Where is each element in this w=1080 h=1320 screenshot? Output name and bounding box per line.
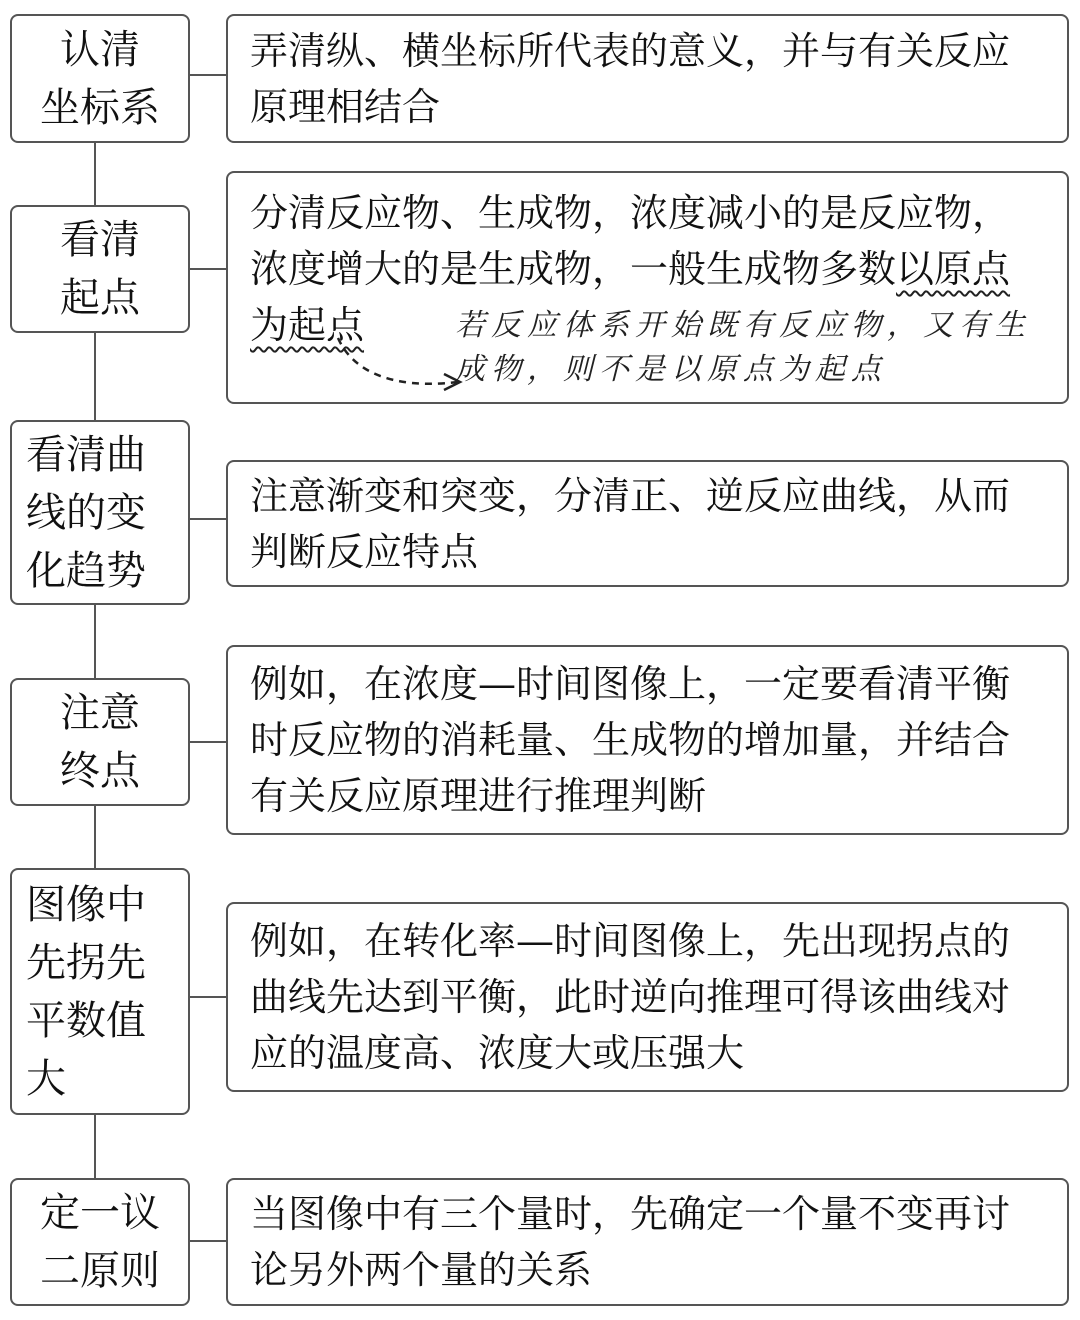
desc-box-coordinate-system [226, 14, 1069, 143]
spine-segment-2 [94, 333, 96, 420]
desc-box-end-point [226, 645, 1069, 835]
step-box-fix-one [10, 1178, 190, 1306]
desc-text-first-turn: 例如，在转化率—时间图像上，先出现拐点的曲线先达到平衡，此时逆向推理可得该曲线对应的温度高、浓度大或压强大 [250, 919, 1011, 1075]
step-box-end-point [10, 678, 190, 806]
connector-1 [190, 74, 228, 76]
desc-text-curve-trend: 注意渐变和突变，分清正、逆反应曲线，从而判断反应特点 [250, 473, 1011, 574]
dashed-arrow-icon [330, 330, 470, 400]
step-label-starting-point: 看清 起点 [60, 217, 140, 321]
desc-text-end-point: 例如，在浓度—时间图像上，一定要看清平衡时反应物的消耗量、生成物的增加量，并结合有关反应原理进行推理判断 [250, 662, 1011, 818]
desc-text-coordinate-system: 弄清纵、横坐标所代表的意义，并与有关反应原理相结合 [250, 28, 1011, 129]
connector-4 [190, 741, 228, 743]
spine-segment-5 [94, 1115, 96, 1178]
step-box-curve-trend [10, 420, 190, 605]
desc-text-fix-one: 当图像中有三个量时，先确定一个量不变再讨论另外两个量的关系 [250, 1192, 1011, 1292]
desc-emphasis-origin: 以原点为起点 [250, 247, 1011, 347]
step-box-first-turn [10, 868, 190, 1115]
desc-main-starting-point: 分清反应物、生成物，浓度减小的是反应物，浓度增大的是生成物，一般生成物多数 [250, 191, 1011, 291]
spine-segment-3 [94, 605, 96, 678]
desc-box-curve-trend [226, 460, 1069, 587]
spine-segment-4 [94, 806, 96, 868]
step-box-coordinate-system [10, 14, 190, 143]
step-label-first-turn: 图像中 先拐先 平数值 大 [26, 881, 146, 1102]
spine-segment-1 [94, 143, 96, 205]
step-label-curve-trend: 看清曲 线的变 化趋势 [26, 431, 146, 594]
desc-box-fix-one [226, 1178, 1069, 1306]
connector-6 [190, 1240, 228, 1242]
connector-2 [190, 268, 228, 270]
handwritten-note: 若反应体系开始既有反应物，又有生成物，则不是以原点为起点 [455, 308, 1031, 387]
step-label-end-point: 注意 终点 [60, 690, 140, 794]
connector-3 [190, 518, 228, 520]
step-label-fix-one: 定一议 二原则 [40, 1190, 160, 1294]
connector-5 [190, 996, 228, 998]
step-box-starting-point [10, 205, 190, 333]
desc-box-first-turn [226, 902, 1069, 1092]
step-label-coordinate-system: 认清 坐标系 [40, 26, 160, 131]
